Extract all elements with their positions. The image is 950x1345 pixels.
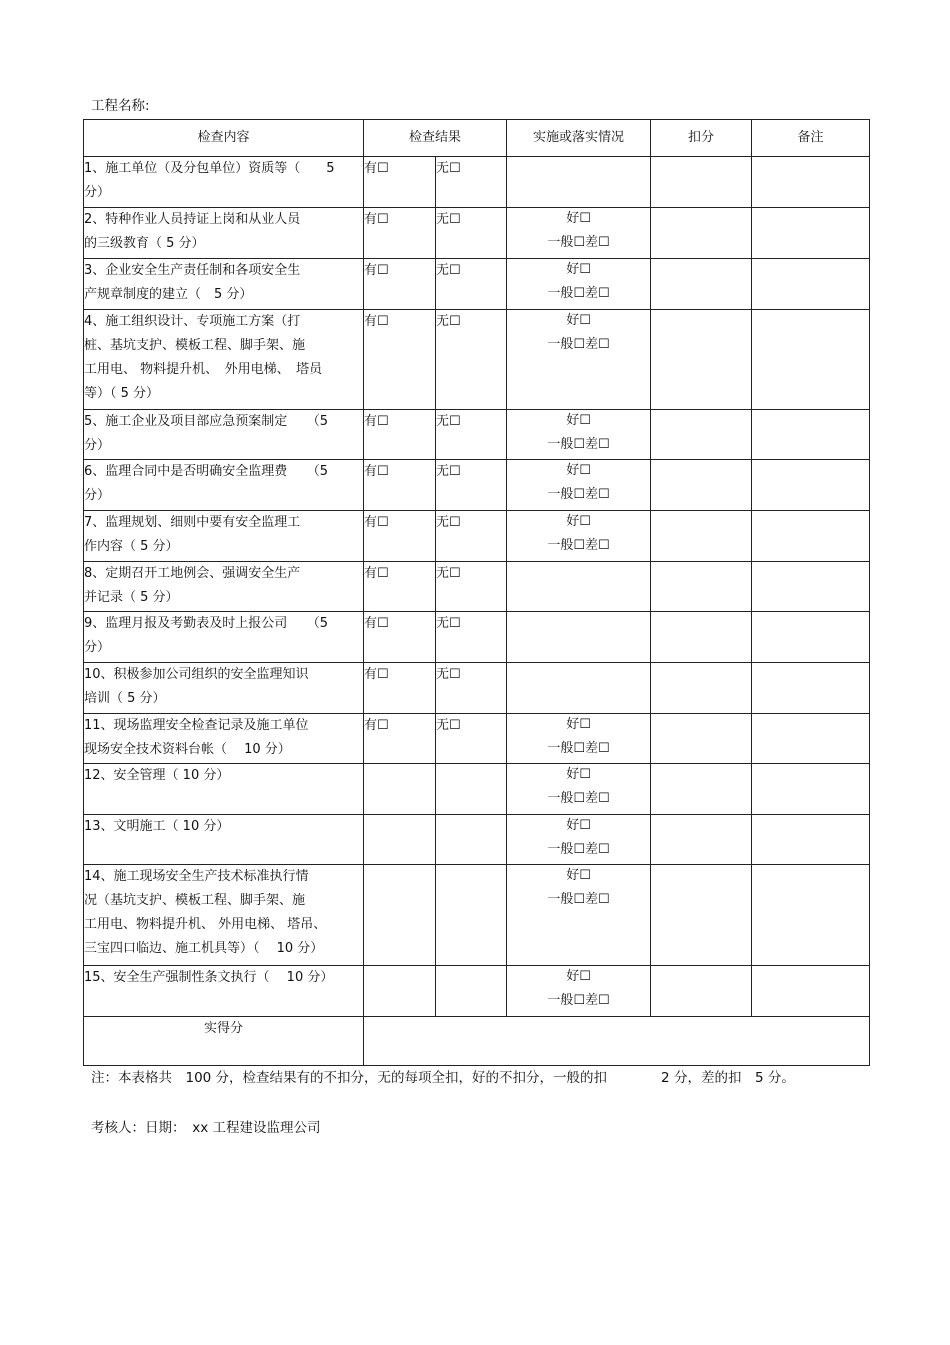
table-row <box>84 460 870 511</box>
check-item-cell <box>84 764 364 815</box>
good-checkbox[interactable]: 好☐ <box>566 262 591 277</box>
check-item-line: 分） <box>84 438 111 453</box>
implementation-cell[interactable] <box>507 259 651 310</box>
table-row <box>84 966 870 1017</box>
check-item-cell <box>84 815 364 865</box>
header-content: 检查内容 <box>84 120 364 157</box>
note-text: 注：本表格共 100 分，检查结果有的不扣分，无的每项全扣，好的不扣分，一般的扣 2 分，差的扣 5 分。 <box>91 1070 795 1086</box>
check-item-cell <box>84 259 364 310</box>
check-item-line: 2、特种作业人员持证上岗和从业人员 <box>84 212 301 227</box>
deduction-cell[interactable] <box>651 764 752 815</box>
deduction-cell[interactable] <box>651 511 752 562</box>
check-item-line: 分） <box>84 185 111 200</box>
fair-poor-checkbox[interactable]: 一般☐差☐ <box>547 993 610 1008</box>
result-no-checkbox[interactable]: 无☐ <box>436 663 507 714</box>
result-no-checkbox[interactable]: 无☐ <box>436 208 507 259</box>
check-item-line: 7、监理规划、细则中要有安全监理工 <box>84 515 301 530</box>
good-checkbox[interactable]: 好☐ <box>566 818 591 833</box>
result-no-checkbox[interactable] <box>436 815 507 865</box>
check-item-line: 12、安全管理（ 10 分） <box>84 768 230 783</box>
check-item-line: 三宝四口临边、施工机具等）（ 10 分） <box>84 941 324 956</box>
table-row <box>84 764 870 815</box>
good-checkbox[interactable]: 好☐ <box>566 211 591 226</box>
result-yes-checkbox[interactable]: 有☐ <box>364 410 436 460</box>
fair-poor-checkbox[interactable]: 一般☐差☐ <box>547 842 610 857</box>
check-item-line: 14、施工现场安全生产技术标准执行情 <box>84 869 309 884</box>
check-item-cell <box>84 157 364 208</box>
result-no-checkbox[interactable]: 无☐ <box>436 460 507 511</box>
fair-poor-checkbox[interactable]: 一般☐差☐ <box>547 337 610 352</box>
implementation-cell[interactable] <box>507 612 651 663</box>
result-yes-checkbox[interactable] <box>364 764 436 815</box>
check-item-cell <box>84 208 364 259</box>
good-checkbox[interactable]: 好☐ <box>566 413 591 428</box>
result-yes-checkbox[interactable]: 有☐ <box>364 663 436 714</box>
remark-cell[interactable] <box>752 663 870 714</box>
deduction-cell[interactable] <box>651 966 752 1017</box>
result-yes-checkbox[interactable]: 有☐ <box>364 310 436 410</box>
result-yes-checkbox[interactable]: 有☐ <box>364 612 436 663</box>
check-item-line: 11、现场监理安全检查记录及施工单位 <box>84 718 309 733</box>
check-item-line: 3、企业安全生产责任制和各项安全生 <box>84 263 301 278</box>
table-header-row <box>84 120 870 157</box>
implementation-cell[interactable] <box>507 310 651 410</box>
fair-poor-checkbox[interactable]: 一般☐差☐ <box>547 538 610 553</box>
check-item-line: 桩、基坑支护、模板工程、脚手架、施 <box>84 338 306 353</box>
implementation-cell[interactable] <box>507 562 651 612</box>
check-item-line: 1、施工单位（及分包单位）资质等（ 5 <box>84 161 335 176</box>
footer-text: 考核人：日期： xx 工程建设监理公司 <box>91 1120 321 1136</box>
header-result: 检查结果 <box>364 120 507 157</box>
remark-cell[interactable] <box>752 511 870 562</box>
check-item-line: 10、积极参加公司组织的安全监理知识 <box>84 667 309 682</box>
header-remark: 备注 <box>752 120 870 157</box>
result-no-checkbox[interactable] <box>436 966 507 1017</box>
deduction-cell[interactable] <box>651 815 752 865</box>
check-item-line: 工用电、 物料提升机、 外用电梯、 塔员 <box>84 362 323 377</box>
table-row <box>84 310 870 410</box>
check-item-cell <box>84 511 364 562</box>
good-checkbox[interactable]: 好☐ <box>566 767 591 782</box>
fair-poor-checkbox[interactable]: 一般☐差☐ <box>547 286 610 301</box>
result-no-checkbox[interactable]: 无☐ <box>436 259 507 310</box>
implementation-cell[interactable] <box>507 157 651 208</box>
fair-poor-checkbox[interactable]: 一般☐差☐ <box>547 437 610 452</box>
check-item-line: 13、文明施工（ 10 分） <box>84 819 230 834</box>
fair-poor-checkbox[interactable]: 一般☐差☐ <box>547 892 610 907</box>
result-yes-checkbox[interactable]: 有☐ <box>364 157 436 208</box>
implementation-cell[interactable] <box>507 410 651 460</box>
check-item-line: 分） <box>84 640 111 655</box>
result-no-checkbox[interactable]: 无☐ <box>436 562 507 612</box>
implementation-cell[interactable] <box>507 764 651 815</box>
check-item-cell <box>84 865 364 966</box>
deduction-cell[interactable] <box>651 157 752 208</box>
remark-cell[interactable] <box>752 865 870 966</box>
table-row <box>84 815 870 865</box>
result-yes-checkbox[interactable]: 有☐ <box>364 460 436 511</box>
deduction-cell[interactable] <box>651 714 752 764</box>
result-no-checkbox[interactable] <box>436 764 507 815</box>
deduction-cell[interactable] <box>651 410 752 460</box>
table-row <box>84 865 870 966</box>
fair-poor-checkbox[interactable]: 一般☐差☐ <box>547 791 610 806</box>
check-item-cell <box>84 714 364 764</box>
check-item-line: 作内容（ 5 分） <box>84 539 179 554</box>
check-item-line: 况（基坑支护、模板工程、脚手架、施 <box>84 893 306 908</box>
check-item-line: 5、施工企业及项目部应急预案制定 （5 <box>84 414 329 429</box>
check-item-cell <box>84 562 364 612</box>
deduction-cell[interactable] <box>651 663 752 714</box>
good-checkbox[interactable]: 好☐ <box>566 717 591 732</box>
total-score-cell[interactable] <box>364 1017 870 1066</box>
good-checkbox[interactable]: 好☐ <box>566 463 591 478</box>
implementation-cell[interactable] <box>507 511 651 562</box>
result-yes-checkbox[interactable] <box>364 865 436 966</box>
check-item-cell <box>84 612 364 663</box>
deduction-cell[interactable] <box>651 310 752 410</box>
result-no-checkbox[interactable]: 无☐ <box>436 714 507 764</box>
check-item-cell <box>84 663 364 714</box>
fair-poor-checkbox[interactable]: 一般☐差☐ <box>547 487 610 502</box>
remark-cell[interactable] <box>752 208 870 259</box>
table-row <box>84 663 870 714</box>
result-no-checkbox[interactable]: 无☐ <box>436 310 507 410</box>
remark-cell[interactable] <box>752 310 870 410</box>
deduction-cell[interactable] <box>651 259 752 310</box>
header-implementation: 实施或落实情况 <box>507 120 651 157</box>
remark-cell[interactable] <box>752 612 870 663</box>
table-row <box>84 562 870 612</box>
deduction-cell[interactable] <box>651 460 752 511</box>
table-body <box>84 157 870 1017</box>
implementation-cell[interactable] <box>507 460 651 511</box>
remark-cell[interactable] <box>752 460 870 511</box>
remark-cell[interactable] <box>752 157 870 208</box>
implementation-cell[interactable] <box>507 966 651 1017</box>
deduction-cell[interactable] <box>651 612 752 663</box>
table-row <box>84 612 870 663</box>
header-deduction: 扣分 <box>651 120 752 157</box>
check-item-line: 现场安全技术资料台帐（ 10 分） <box>84 742 291 757</box>
table-row <box>84 410 870 460</box>
result-yes-checkbox[interactable]: 有☐ <box>364 714 436 764</box>
table-row <box>84 511 870 562</box>
check-item-cell <box>84 410 364 460</box>
implementation-cell[interactable] <box>507 865 651 966</box>
check-item-line: 分） <box>84 488 111 503</box>
result-yes-checkbox[interactable] <box>364 815 436 865</box>
check-item-line: 6、监理合同中是否明确安全监理费 （5 <box>84 464 329 479</box>
remark-cell[interactable] <box>752 410 870 460</box>
result-no-checkbox[interactable]: 无☐ <box>436 612 507 663</box>
check-item-line: 工用电、物料提升机、 外用电梯、 塔吊、 <box>84 917 327 932</box>
fair-poor-checkbox[interactable]: 一般☐差☐ <box>547 741 610 756</box>
remark-cell[interactable] <box>752 815 870 865</box>
table-row <box>84 259 870 310</box>
result-no-checkbox[interactable]: 无☐ <box>436 511 507 562</box>
check-item-line: 的三级教育（ 5 分） <box>84 236 205 251</box>
check-item-line: 15、安全生产强制性条文执行（ 10 分） <box>84 970 334 985</box>
check-item-cell <box>84 966 364 1017</box>
implementation-cell[interactable] <box>507 663 651 714</box>
check-item-line: 并记录（ 5 分） <box>84 590 179 605</box>
check-item-line: 4、施工组织设计、专项施工方案（打 <box>84 314 301 329</box>
check-item-cell <box>84 310 364 410</box>
table-row <box>84 157 870 208</box>
check-item-cell <box>84 460 364 511</box>
deduction-cell[interactable] <box>651 208 752 259</box>
check-item-line: 产规章制度的建立（ 5 分） <box>84 287 253 302</box>
project-name-label: 工程名称: <box>91 98 150 114</box>
result-no-checkbox[interactable] <box>436 865 507 966</box>
remark-cell[interactable] <box>752 259 870 310</box>
result-yes-checkbox[interactable]: 有☐ <box>364 562 436 612</box>
result-yes-checkbox[interactable]: 有☐ <box>364 208 436 259</box>
table-row <box>84 208 870 259</box>
result-yes-checkbox[interactable]: 有☐ <box>364 511 436 562</box>
good-checkbox[interactable]: 好☐ <box>566 313 591 328</box>
inspection-table <box>83 119 870 1066</box>
deduction-cell[interactable] <box>651 562 752 612</box>
result-no-checkbox[interactable]: 无☐ <box>436 157 507 208</box>
check-item-line: 8、定期召开工地例会、强调安全生产 <box>84 566 301 581</box>
remark-cell[interactable] <box>752 714 870 764</box>
remark-cell[interactable] <box>752 764 870 815</box>
good-checkbox[interactable]: 好☐ <box>566 514 591 529</box>
good-checkbox[interactable]: 好☐ <box>566 969 591 984</box>
remark-cell[interactable] <box>752 966 870 1017</box>
implementation-cell[interactable] <box>507 714 651 764</box>
table-row <box>84 714 870 764</box>
total-row <box>84 1017 870 1066</box>
result-yes-checkbox[interactable] <box>364 966 436 1017</box>
check-item-line: 培训（ 5 分） <box>84 691 166 706</box>
deduction-cell[interactable] <box>651 865 752 966</box>
result-no-checkbox[interactable]: 无☐ <box>436 410 507 460</box>
fair-poor-checkbox[interactable]: 一般☐差☐ <box>547 235 610 250</box>
result-yes-checkbox[interactable]: 有☐ <box>364 259 436 310</box>
total-label: 实得分 <box>84 1017 364 1066</box>
good-checkbox[interactable]: 好☐ <box>566 868 591 883</box>
implementation-cell[interactable] <box>507 815 651 865</box>
implementation-cell[interactable] <box>507 208 651 259</box>
check-item-line: 等）（ 5 分） <box>84 386 160 401</box>
remark-cell[interactable] <box>752 562 870 612</box>
check-item-line: 9、监理月报及考勤表及时上报公司 （5 <box>84 616 329 631</box>
